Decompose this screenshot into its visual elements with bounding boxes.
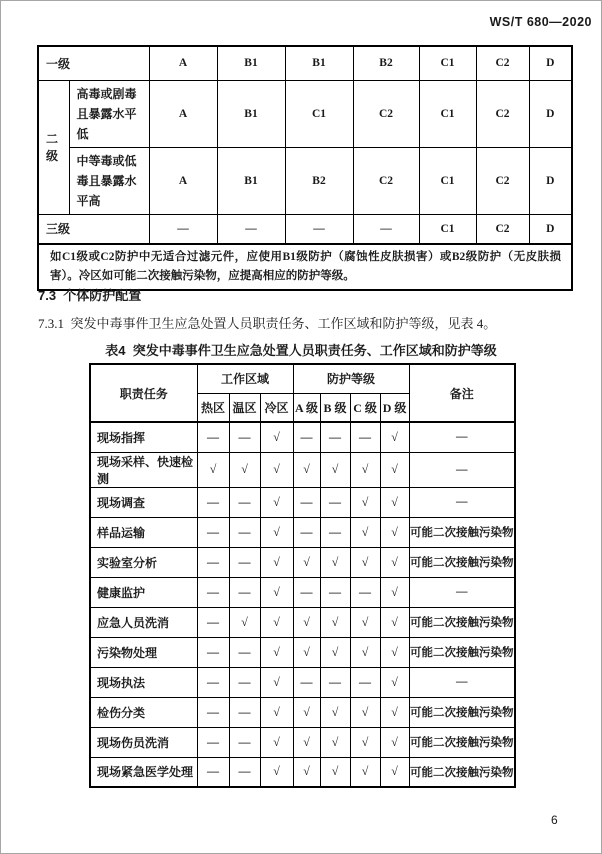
t4-remark-cell: 可能二次接触污染物: [409, 757, 515, 787]
t4-header-level: A 级: [293, 393, 320, 422]
section-heading: 7.3 个体防护配置: [38, 288, 142, 303]
t4-cell: √: [293, 757, 320, 787]
t4-header-remark: 备注: [409, 364, 515, 422]
t1-value-cell: C1: [419, 80, 476, 147]
t4-task-cell: 实验室分析: [90, 547, 197, 577]
t4-cell: √: [293, 697, 320, 727]
t4-cell: √: [260, 547, 293, 577]
t1-value-cell: D: [529, 214, 572, 244]
t4-header-level: D 级: [380, 393, 409, 422]
t4-cell: √: [320, 727, 350, 757]
t4-cell: —: [320, 422, 350, 452]
protection-level-matrix-table: [37, 45, 573, 291]
t4-task-cell: 现场调查: [90, 487, 197, 517]
page-number: 6: [551, 813, 558, 827]
t1-value-cell: C2: [476, 214, 529, 244]
t1-row-label: 一级: [38, 46, 149, 80]
table-row: [90, 727, 515, 757]
table-row: [90, 422, 515, 452]
t4-task-cell: 现场执法: [90, 667, 197, 697]
standard-number: WS/T 680—2020: [489, 15, 592, 29]
t4-remark-cell: —: [409, 452, 515, 487]
table-row: [90, 757, 515, 787]
t4-remark-cell: 可能二次接触污染物: [409, 637, 515, 667]
t4-cell: √: [320, 637, 350, 667]
t4-cell: —: [229, 517, 260, 547]
table-row: [38, 214, 572, 244]
t1-value-cell: B1: [285, 46, 353, 80]
t4-cell: √: [350, 487, 380, 517]
t4-cell: √: [197, 452, 229, 487]
t4-cell: √: [260, 577, 293, 607]
t4-cell: —: [293, 517, 320, 547]
t4-cell: √: [380, 577, 409, 607]
t4-cell: √: [380, 607, 409, 637]
t1-value-cell: —: [285, 214, 353, 244]
t4-cell: √: [380, 487, 409, 517]
t4-cell: —: [197, 577, 229, 607]
t4-cell: √: [380, 667, 409, 697]
table-row: [90, 697, 515, 727]
t4-remark-cell: 可能二次接触污染物: [409, 607, 515, 637]
t1-value-cell: A: [149, 147, 217, 214]
t4-task-cell: 样品运输: [90, 517, 197, 547]
t4-cell: √: [260, 517, 293, 547]
section-paragraph: 7.3.1 突发中毒事件卫生应急处置人员职责任务、工作区域和防护等级，见表 4。: [38, 316, 497, 331]
t1-value-cell: C1: [419, 147, 476, 214]
t1-value-cell: C1: [419, 46, 476, 80]
t1-value-cell: A: [149, 80, 217, 147]
t1-value-cell: B1: [217, 46, 285, 80]
table-row: [90, 637, 515, 667]
t4-task-cell: 现场采样、快速检测: [90, 452, 197, 487]
t4-cell: √: [380, 727, 409, 757]
t4-cell: √: [380, 422, 409, 452]
t4-cell: √: [380, 757, 409, 787]
t1-value-cell: C1: [285, 80, 353, 147]
t4-cell: √: [293, 452, 320, 487]
table-row: [90, 452, 515, 487]
t4-cell: √: [350, 452, 380, 487]
t4-cell: √: [380, 637, 409, 667]
t4-cell: √: [260, 607, 293, 637]
t1-subcategory-label: 高毒或剧毒且暴露水平低: [69, 80, 149, 147]
t4-cell: √: [380, 697, 409, 727]
t1-subcategory-label: 中等毒或低毒且暴露水平高: [69, 147, 149, 214]
t1-value-cell: —: [149, 214, 217, 244]
t4-cell: √: [380, 517, 409, 547]
table-row: [38, 147, 572, 214]
t4-cell: √: [350, 607, 380, 637]
table4-duty-protection: [89, 363, 516, 788]
t4-cell: —: [293, 667, 320, 697]
t1-value-cell: D: [529, 80, 572, 147]
t1-row-label: 二级: [38, 80, 69, 214]
t4-cell: √: [260, 727, 293, 757]
t4-cell: √: [293, 547, 320, 577]
t4-cell: √: [320, 697, 350, 727]
t4-cell: —: [229, 697, 260, 727]
t1-value-cell: C2: [476, 46, 529, 80]
t4-cell: —: [197, 727, 229, 757]
t4-cell: √: [260, 452, 293, 487]
t4-cell: —: [229, 637, 260, 667]
t4-cell: —: [350, 667, 380, 697]
t1-value-cell: B1: [217, 80, 285, 147]
t4-task-cell: 现场指挥: [90, 422, 197, 452]
t4-cell: √: [350, 547, 380, 577]
table-row: [90, 577, 515, 607]
table-row: [90, 667, 515, 697]
t1-value-cell: C2: [353, 147, 419, 214]
t4-cell: √: [293, 607, 320, 637]
t4-cell: —: [350, 577, 380, 607]
t4-cell: —: [320, 577, 350, 607]
t4-cell: √: [350, 517, 380, 547]
t4-cell: —: [229, 577, 260, 607]
t4-cell: —: [197, 697, 229, 727]
t4-cell: √: [229, 607, 260, 637]
t4-cell: √: [260, 697, 293, 727]
t1-value-cell: B2: [353, 46, 419, 80]
t4-cell: —: [229, 547, 260, 577]
t4-task-cell: 污染物处理: [90, 637, 197, 667]
t4-task-cell: 应急人员洗消: [90, 607, 197, 637]
t4-header-zone: 温区: [229, 393, 260, 422]
t4-cell: —: [229, 667, 260, 697]
t4-cell: —: [229, 757, 260, 787]
t4-cell: —: [197, 607, 229, 637]
t4-header-work-area: 工作区域: [197, 364, 293, 393]
table-row: [90, 547, 515, 577]
table-row: [90, 607, 515, 637]
t1-value-cell: C1: [419, 214, 476, 244]
t4-cell: —: [350, 422, 380, 452]
t4-cell: —: [197, 517, 229, 547]
t4-cell: —: [293, 577, 320, 607]
t1-value-cell: —: [353, 214, 419, 244]
t1-value-cell: C2: [353, 80, 419, 147]
t4-cell: √: [350, 637, 380, 667]
t4-cell: —: [320, 667, 350, 697]
t4-cell: √: [350, 727, 380, 757]
t4-cell: —: [229, 422, 260, 452]
t4-remark-cell: —: [409, 667, 515, 697]
t4-remark-cell: —: [409, 487, 515, 517]
t4-remark-cell: 可能二次接触污染物: [409, 517, 515, 547]
t4-header-protection-level: 防护等级: [293, 364, 409, 393]
t4-cell: √: [293, 637, 320, 667]
t1-value-cell: C2: [476, 147, 529, 214]
t1-value-cell: D: [529, 46, 572, 80]
t4-cell: —: [320, 517, 350, 547]
t4-cell: √: [260, 422, 293, 452]
table-header-row: [90, 364, 515, 393]
t4-cell: √: [350, 697, 380, 727]
t4-remark-cell: 可能二次接触污染物: [409, 697, 515, 727]
t1-value-cell: D: [529, 147, 572, 214]
table-row: [38, 80, 572, 147]
t4-cell: —: [197, 667, 229, 697]
t4-header-task: 职责任务: [90, 364, 197, 422]
t1-value-cell: —: [217, 214, 285, 244]
t1-value-cell: C2: [476, 80, 529, 147]
t4-cell: √: [320, 452, 350, 487]
t1-value-cell: A: [149, 46, 217, 80]
t4-remark-cell: 可能二次接触污染物: [409, 727, 515, 757]
t4-cell: √: [380, 452, 409, 487]
t4-cell: —: [197, 487, 229, 517]
table-note-row: [38, 244, 572, 290]
t4-cell: √: [320, 607, 350, 637]
t4-cell: √: [260, 487, 293, 517]
t1-footnote: 如C1级或C2防护中无适合过滤元件，应使用B1级防护（腐蚀性皮肤损害）或B2级防护（无皮肤损害）。冷区如可能二次接触污染物，应提高相应的防护等级。: [38, 244, 572, 290]
t4-cell: √: [320, 547, 350, 577]
t4-task-cell: 现场紧急医学处理: [90, 757, 197, 787]
t4-header-level: B 级: [320, 393, 350, 422]
t4-header-level: C 级: [350, 393, 380, 422]
t4-task-cell: 现场伤员洗消: [90, 727, 197, 757]
t1-value-cell: B1: [217, 147, 285, 214]
t4-cell: √: [293, 727, 320, 757]
t4-cell: √: [260, 667, 293, 697]
t1-value-cell: B2: [285, 147, 353, 214]
t4-cell: —: [293, 487, 320, 517]
t4-remark-cell: —: [409, 577, 515, 607]
t1-row-label: 三级: [38, 214, 149, 244]
t4-header-zone: 冷区: [260, 393, 293, 422]
t4-cell: —: [293, 422, 320, 452]
t4-task-cell: 检伤分类: [90, 697, 197, 727]
t4-remark-cell: 可能二次接触污染物: [409, 547, 515, 577]
t4-remark-cell: —: [409, 422, 515, 452]
t4-cell: √: [260, 637, 293, 667]
t4-cell: √: [380, 547, 409, 577]
table-row: [38, 46, 572, 80]
t4-cell: √: [350, 757, 380, 787]
table-row: [90, 517, 515, 547]
t4-cell: √: [229, 452, 260, 487]
t4-cell: —: [229, 727, 260, 757]
t4-cell: —: [229, 487, 260, 517]
t4-header-zone: 热区: [197, 393, 229, 422]
table-row: [90, 487, 515, 517]
t4-cell: —: [320, 487, 350, 517]
t4-cell: —: [197, 547, 229, 577]
t4-cell: —: [197, 422, 229, 452]
t4-cell: —: [197, 637, 229, 667]
table4-title: 表4 突发中毒事件卫生应急处置人员职责任务、工作区域和防护等级: [105, 343, 497, 358]
t4-cell: √: [320, 757, 350, 787]
t4-cell: —: [197, 757, 229, 787]
t4-task-cell: 健康监护: [90, 577, 197, 607]
t4-cell: √: [260, 757, 293, 787]
